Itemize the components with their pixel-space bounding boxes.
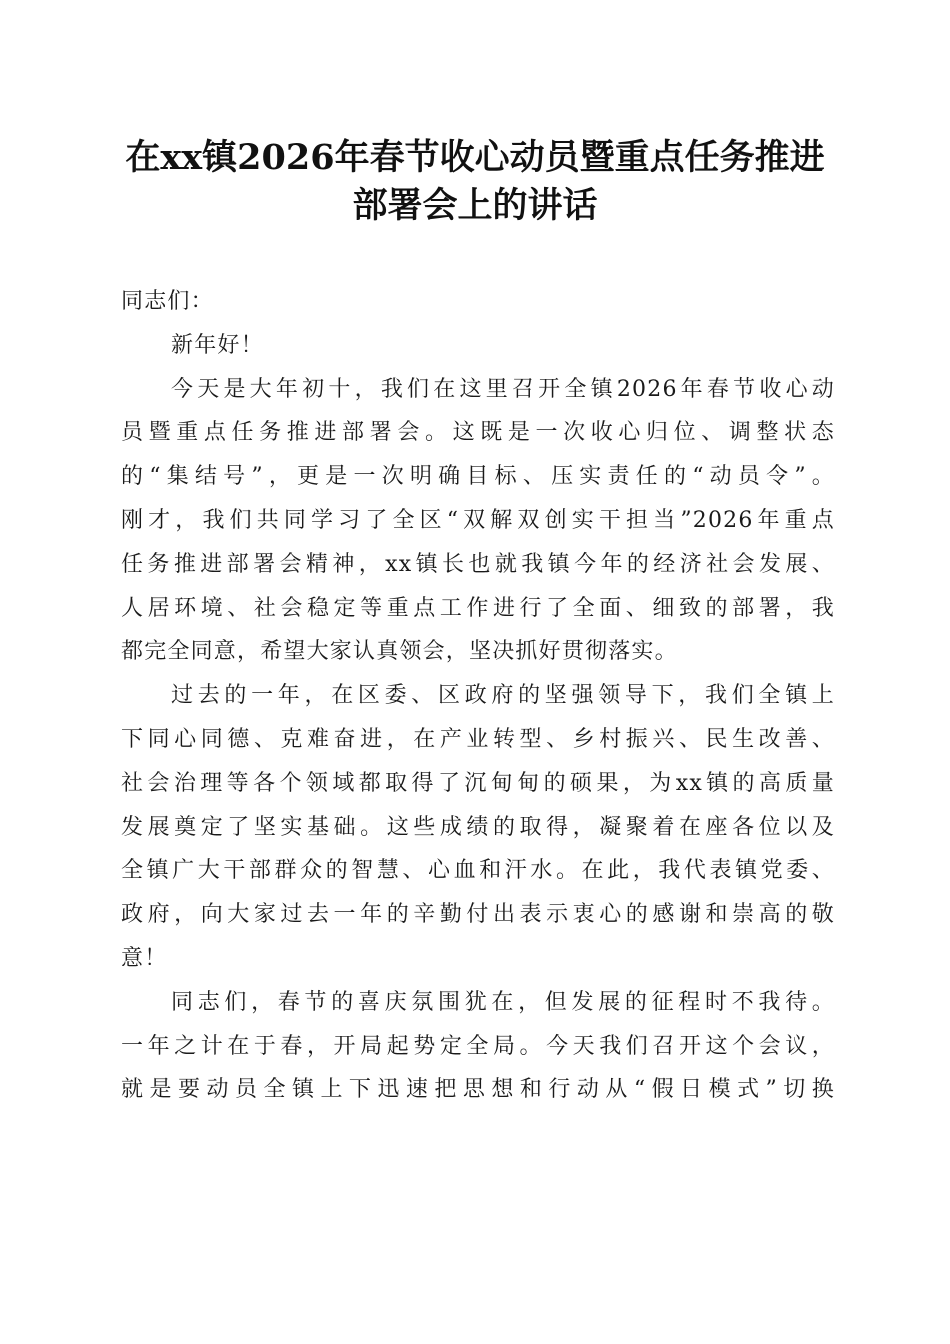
paragraph-line: 过去的一年，在区委、区政府的坚强领导下，我们全镇上 xyxy=(171,683,835,709)
paragraph-line: 任务推进部署会精神，xx镇长也就我镇今年的经济社会发展、 xyxy=(121,551,835,577)
paragraph-line: 政府，向大家过去一年的辛勤付出表示衷心的感谢和崇高的敬 xyxy=(121,902,835,928)
paragraph-line: 社会治理等各个领域都取得了沉甸甸的硕果，为xx镇的高质量 xyxy=(121,770,835,796)
paragraph-line: 一年之计在于春，开局起势定全局。今天我们召开这个会议， xyxy=(121,1033,835,1059)
paragraph-3 xyxy=(121,981,835,1112)
greeting: 新年好！ xyxy=(171,332,264,358)
paragraph-line: 意！ xyxy=(121,945,168,971)
paragraph-line: 发展奠定了坚实基础。这些成绩的取得，凝聚着在座各位以及 xyxy=(121,814,835,840)
paragraph-line: 今天是大年初十，我们在这里召开全镇2026年春节收心动 xyxy=(171,376,835,402)
paragraph-line: 都完全同意，希望大家认真领会，坚决抓好贯彻落实。 xyxy=(121,639,678,665)
document-body xyxy=(121,280,835,1112)
salutation: 同志们： xyxy=(121,289,214,314)
paragraph-2 xyxy=(121,674,835,981)
paragraph-line: 的“集结号”，更是一次明确目标、压实责任的“动员令”。 xyxy=(121,464,835,490)
paragraph-line: 全镇广大干部群众的智慧、心血和汗水。在此，我代表镇党委、 xyxy=(121,858,835,884)
document-title xyxy=(100,134,850,230)
paragraph-line: 刚才，我们共同学习了全区“双解双创实干担当”2026年重点 xyxy=(121,507,835,533)
paragraph-line: 就是要动员全镇上下迅速把思想和行动从“假日模式”切换 xyxy=(121,1077,835,1103)
paragraph-1 xyxy=(121,368,835,675)
title-line-1: 在xx镇2026年春节收心动员暨重点任务推进 xyxy=(125,137,825,178)
paragraph-line: 人居环境、社会稳定等重点工作进行了全面、细致的部署，我 xyxy=(121,595,835,621)
paragraph-line: 同志们，春节的喜庆氛围犹在，但发展的征程时不我待。 xyxy=(171,989,835,1015)
paragraph-line: 下同心同德、克难奋进，在产业转型、乡村振兴、民生改善、 xyxy=(121,726,835,752)
title-line-2: 部署会上的讲话 xyxy=(352,185,598,226)
paragraph-line: 员暨重点任务推进部署会。这既是一次收心归位、调整状态 xyxy=(121,420,835,446)
